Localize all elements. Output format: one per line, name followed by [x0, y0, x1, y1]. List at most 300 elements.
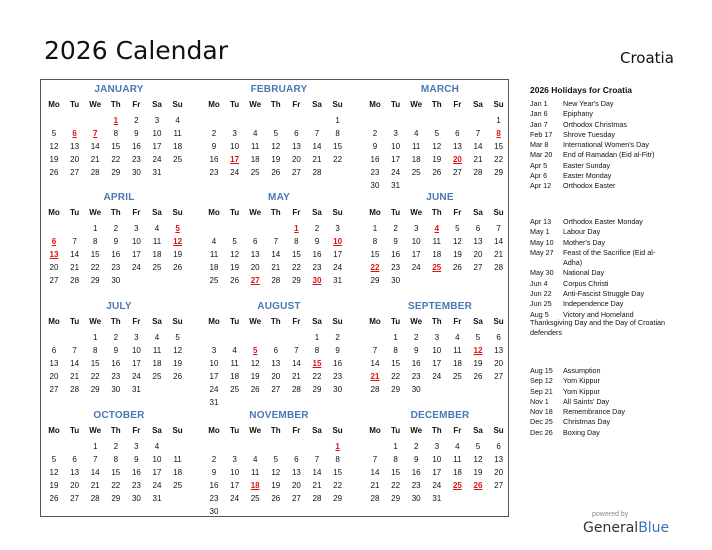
day-cell: 22 [111, 155, 121, 164]
day-cell: 23 [370, 168, 380, 177]
day-cell: 22 [391, 372, 401, 381]
day-cell: 24 [333, 263, 343, 272]
holiday-date: Apr 5 [530, 160, 548, 170]
day-cell: 2 [113, 333, 119, 342]
day-cell: 28 [90, 494, 100, 503]
day-cell: 11 [209, 250, 219, 259]
day-cell: 30 [111, 385, 121, 394]
day-cell: 25 [152, 372, 162, 381]
weekday-header [204, 317, 354, 329]
weekday-label: Fr [453, 100, 462, 109]
weekday-label: Mo [369, 317, 381, 326]
day-cell: 19 [173, 250, 183, 259]
weekday-label: Su [172, 100, 183, 109]
day-cell: 8 [294, 237, 299, 246]
day-cell: 14 [90, 142, 100, 151]
day-cell: 19 [49, 155, 59, 164]
holiday-date: May 10 [530, 237, 554, 247]
day-cell: 21 [312, 481, 322, 490]
day-cell: 3 [134, 442, 139, 451]
weekday-label: Su [332, 208, 343, 217]
holiday-day-cell: 8 [496, 129, 501, 138]
day-cell: 27 [49, 385, 59, 394]
day-cell: 16 [111, 359, 121, 368]
day-cell: 15 [291, 250, 301, 259]
day-cell: 1 [314, 333, 320, 342]
holiday-date: May 27 [530, 247, 554, 257]
day-cell: 3 [232, 455, 237, 464]
day-cell: 25 [250, 494, 260, 503]
day-cell: 16 [131, 468, 141, 477]
day-cell: 11 [453, 455, 462, 464]
day-cell: 7 [475, 129, 481, 138]
day-cell: 22 [391, 481, 401, 490]
day-cell: 19 [173, 359, 183, 368]
day-cell: 19 [473, 359, 483, 368]
holiday-name: Christmas Day [563, 417, 611, 427]
day-cell: 26 [432, 168, 442, 177]
day-cell: 23 [312, 263, 322, 272]
day-cell: 14 [70, 359, 80, 368]
day-cell: 9 [113, 346, 119, 355]
day-cell: 8 [113, 129, 119, 138]
weekday-label: Su [493, 208, 504, 217]
weekday-label: We [249, 317, 262, 326]
day-cell: 7 [496, 224, 501, 233]
day-cell: 15 [90, 250, 100, 259]
day-cell: 30 [209, 507, 219, 516]
day-cell: 28 [494, 263, 504, 272]
weekday-label: Sa [473, 426, 483, 435]
weekday-label: Th [270, 426, 281, 435]
day-cell: 20 [70, 481, 80, 490]
holiday-name: Easter Sunday [563, 160, 611, 170]
day-cell: 16 [411, 468, 421, 477]
day-cell: 13 [494, 455, 504, 464]
day-cell: 9 [314, 237, 320, 246]
holiday-name: Orthodox Easter [563, 181, 616, 191]
weekday-label: Tu [230, 100, 240, 109]
day-cell: 30 [411, 494, 421, 503]
holiday-entry [530, 120, 690, 130]
day-cell: 9 [134, 455, 139, 464]
day-cell: 22 [90, 372, 100, 381]
day-cell: 2 [211, 129, 217, 138]
weekday-label: Tu [391, 100, 401, 109]
weekday-label: Th [431, 208, 442, 217]
day-cell: 1 [92, 333, 98, 342]
day-cell: 24 [432, 481, 442, 490]
day-cell: 15 [333, 142, 343, 151]
weekday-label: We [89, 100, 102, 109]
day-cell: 22 [333, 481, 343, 490]
day-cell: 5 [51, 455, 57, 464]
day-cell: 27 [452, 168, 462, 177]
weekday-header [365, 426, 515, 438]
weekday-header [204, 100, 354, 112]
month-name: APRIL [103, 192, 135, 203]
day-cell: 14 [70, 250, 80, 259]
holiday-date: Jan 7 [530, 119, 548, 129]
day-cell: 23 [411, 481, 421, 490]
day-cell: 6 [252, 237, 258, 246]
day-cell: 4 [455, 333, 460, 342]
day-cell: 14 [312, 142, 322, 151]
day-cell: 1 [393, 442, 398, 451]
weekday-label: Tu [230, 426, 240, 435]
weekday-label: We [410, 208, 423, 217]
day-cell: 6 [496, 442, 501, 451]
holiday-name: Remembrance Day [563, 407, 625, 417]
holiday-date: Aug 5 [530, 309, 549, 319]
holiday-entry [530, 407, 690, 417]
holiday-day-cell: 6 [72, 129, 77, 138]
day-cell: 25 [173, 155, 183, 164]
day-cell: 29 [291, 276, 301, 285]
day-cell: 16 [391, 250, 401, 259]
weekday-label: Fr [453, 208, 462, 217]
day-cell: 10 [230, 142, 240, 151]
day-cell: 17 [411, 250, 421, 259]
weekday-label: Mo [369, 100, 381, 109]
day-cell: 14 [370, 468, 380, 477]
day-cell: 6 [475, 224, 481, 233]
holiday-entry [530, 161, 690, 171]
weekday-label: Th [431, 100, 442, 109]
day-cell: 13 [70, 468, 80, 477]
day-cell: 3 [211, 346, 217, 355]
day-cell: 4 [154, 442, 160, 451]
holiday-name: New Year's Day [563, 99, 614, 108]
day-cell: 11 [453, 346, 462, 355]
day-cell: 19 [452, 250, 462, 259]
day-cell: 31 [152, 168, 162, 177]
holiday-wrap-note: Thanksgiving Day and the Day of Croatian defenders [530, 318, 666, 337]
day-cell: 3 [154, 116, 160, 125]
weekday-label: Fr [453, 426, 462, 435]
day-cell: 27 [291, 494, 301, 503]
day-cell: 8 [335, 455, 340, 464]
weekday-label: Sa [312, 317, 322, 326]
weekday-label: Th [270, 317, 281, 326]
day-cell: 15 [370, 250, 380, 259]
day-cell: 9 [413, 346, 419, 355]
holiday-date: Jan 6 [530, 109, 548, 119]
holiday-name: Boxing Day [563, 427, 600, 437]
holiday-day-cell: 18 [250, 481, 260, 490]
holiday-day-cell: 27 [250, 276, 260, 285]
day-cell: 25 [152, 263, 162, 272]
holiday-day-cell: 20 [452, 155, 462, 164]
weekday-label: Fr [132, 317, 141, 326]
holiday-date: Jun 25 [530, 299, 552, 309]
day-cell: 29 [111, 494, 121, 503]
day-cell: 31 [391, 181, 401, 190]
day-cell: 7 [314, 129, 320, 138]
holiday-date: Jun 4 [530, 278, 548, 288]
holiday-day-cell: 12 [173, 237, 183, 246]
weekday-header [365, 100, 515, 112]
day-cell: 22 [312, 372, 322, 381]
holiday-name: Feast of the Sacrifice (Eid al- [563, 247, 656, 257]
month-name: FEBRUARY [250, 84, 308, 95]
holiday-entry [530, 248, 690, 258]
day-cell: 11 [152, 346, 162, 355]
holiday-day-cell: 6 [51, 237, 57, 246]
holiday-day-cell: 25 [432, 263, 442, 272]
holiday-date: Nov 1 [530, 396, 549, 406]
day-cell: 7 [72, 237, 77, 246]
day-cell: 3 [413, 224, 419, 233]
day-cell: 12 [173, 346, 183, 355]
day-cell: 29 [312, 385, 322, 394]
day-cell: 21 [70, 263, 80, 272]
weekday-label: Mo [208, 317, 220, 326]
holiday-name: Independence Day [563, 299, 624, 309]
day-cell: 8 [372, 237, 378, 246]
day-cell: 29 [111, 168, 121, 177]
day-cell: 8 [314, 346, 320, 355]
day-cell: 21 [291, 372, 301, 381]
day-cell: 18 [411, 155, 421, 164]
holiday-entry [530, 109, 690, 119]
day-cell: 23 [131, 481, 141, 490]
holiday-entry [530, 428, 690, 438]
day-cell: 16 [209, 155, 219, 164]
day-cell: 8 [113, 455, 119, 464]
day-cell: 19 [473, 468, 483, 477]
day-cell: 16 [131, 142, 141, 151]
weekday-label: Tu [391, 208, 401, 217]
day-cell: 4 [154, 333, 160, 342]
holiday-date: Dec 25 [530, 417, 553, 427]
weekday-label: Sa [312, 208, 322, 217]
holiday-name: International Women's Day [563, 140, 649, 150]
weekday-label: Fr [453, 317, 462, 326]
generalblue-logo[interactable] [583, 520, 669, 536]
holiday-entry [530, 268, 690, 278]
weekday-label: Th [110, 426, 121, 435]
day-cell: 2 [314, 224, 320, 233]
holiday-date: May 1 [530, 227, 550, 237]
day-cell: 21 [271, 263, 281, 272]
day-cell: 23 [111, 372, 121, 381]
weekday-label: Fr [132, 208, 141, 217]
weekday-label: Mo [48, 100, 60, 109]
day-cell: 18 [209, 263, 219, 272]
holiday-name: National Day [563, 268, 605, 278]
day-cell: 16 [209, 481, 219, 490]
weekday-label: Tu [230, 317, 240, 326]
holiday-date: Jan 1 [530, 99, 548, 108]
day-cell: 18 [152, 250, 162, 259]
day-cell: 27 [271, 385, 281, 394]
weekday-label: Tu [391, 426, 401, 435]
day-cell: 8 [92, 237, 98, 246]
month-name: MARCH [420, 84, 460, 95]
day-cell: 15 [391, 359, 401, 368]
day-cell: 16 [333, 359, 343, 368]
holiday-entry [530, 130, 690, 140]
weekday-label: Mo [208, 426, 220, 435]
day-cell: 28 [473, 168, 483, 177]
day-cell: 21 [90, 481, 100, 490]
day-cell: 14 [291, 359, 301, 368]
day-cell: 14 [312, 468, 322, 477]
weekday-label: We [410, 100, 423, 109]
day-cell: 13 [291, 142, 301, 151]
day-cell: 29 [370, 276, 380, 285]
day-cell: 27 [70, 494, 80, 503]
holiday-entry [530, 181, 690, 191]
weekday-label: We [410, 317, 423, 326]
weekday-label: Tu [230, 208, 240, 217]
holiday-day-cell: 1 [113, 116, 119, 125]
day-cell: 23 [411, 372, 421, 381]
holiday-day-cell: 17 [230, 155, 240, 164]
weekday-label: Tu [391, 317, 401, 326]
day-cell: 27 [70, 168, 80, 177]
month-name: JANUARY [94, 84, 144, 95]
holiday-entry [530, 238, 690, 248]
holiday-date: Sep 21 [530, 386, 553, 396]
holiday-day-cell: 4 [434, 224, 440, 233]
weekday-label: Sa [152, 208, 162, 217]
weekday-label: Su [172, 317, 183, 326]
day-cell: 28 [70, 276, 80, 285]
weekday-label: We [89, 208, 102, 217]
day-cell: 22 [111, 481, 121, 490]
day-cell: 30 [111, 276, 121, 285]
day-cell: 17 [333, 250, 343, 259]
day-cell: 8 [92, 346, 98, 355]
day-cell: 13 [291, 468, 301, 477]
weekday-label: We [249, 100, 262, 109]
weekday-header [44, 317, 194, 329]
day-cell: 7 [294, 346, 299, 355]
weekday-label: Su [172, 426, 183, 435]
day-cell: 6 [294, 129, 299, 138]
day-cell: 17 [230, 481, 240, 490]
holiday-date: Mar 20 [530, 150, 553, 160]
holiday-day-cell: 5 [175, 224, 180, 233]
day-cell: 15 [111, 142, 121, 151]
day-cell: 10 [391, 142, 401, 151]
weekday-label: Su [332, 317, 343, 326]
day-cell: 14 [90, 468, 100, 477]
weekday-label: We [89, 317, 102, 326]
day-cell: 20 [49, 372, 59, 381]
day-cell: 12 [250, 359, 260, 368]
day-cell: 2 [393, 224, 398, 233]
holiday-day-cell: 22 [370, 263, 380, 272]
day-cell: 3 [335, 224, 340, 233]
day-cell: 4 [252, 455, 258, 464]
holiday-entry [530, 140, 690, 150]
holiday-day-cell: 21 [370, 372, 380, 381]
day-cell: 13 [473, 237, 483, 246]
weekday-label: We [249, 208, 262, 217]
day-cell: 18 [432, 250, 442, 259]
day-cell: 12 [452, 237, 462, 246]
holiday-name: Epiphany [563, 109, 593, 119]
day-cell: 26 [473, 372, 483, 381]
day-cell: 13 [70, 142, 80, 151]
day-cell: 12 [49, 468, 59, 477]
weekday-label: Sa [152, 100, 162, 109]
day-cell: 12 [473, 455, 483, 464]
day-cell: 4 [252, 129, 258, 138]
day-cell: 14 [370, 359, 380, 368]
holiday-day-cell: 10 [333, 237, 343, 246]
day-cell: 17 [432, 359, 442, 368]
day-cell: 19 [250, 372, 260, 381]
holiday-name: Yom Kippur [563, 386, 600, 396]
country-label: Croatia [620, 49, 674, 67]
day-cell: 10 [432, 346, 442, 355]
day-cell: 11 [152, 237, 162, 246]
powered-by-label: powered by [592, 511, 629, 518]
holiday-date: Dec 26 [530, 427, 553, 437]
holiday-date: Aug 15 [530, 366, 553, 375]
weekday-label: Mo [208, 208, 220, 217]
day-cell: 18 [452, 359, 462, 368]
weekday-label: Tu [70, 100, 80, 109]
day-cell: 10 [131, 346, 141, 355]
day-cell: 30 [370, 181, 380, 190]
day-cell: 5 [475, 333, 481, 342]
holiday-name: Easter Monday [563, 171, 612, 181]
day-cell: 31 [209, 398, 219, 407]
day-cell: 25 [230, 385, 240, 394]
day-cell: 3 [134, 224, 139, 233]
day-cell: 19 [271, 155, 281, 164]
day-cell: 6 [455, 129, 460, 138]
day-cell: 29 [391, 494, 401, 503]
day-cell: 17 [209, 372, 219, 381]
day-cell: 15 [90, 359, 100, 368]
day-cell: 3 [134, 333, 139, 342]
day-cell: 22 [90, 263, 100, 272]
day-cell: 5 [175, 333, 180, 342]
weekday-label: Mo [369, 426, 381, 435]
day-cell: 21 [370, 481, 380, 490]
weekday-label: Su [172, 208, 183, 217]
day-cell: 21 [312, 155, 322, 164]
weekday-label: Sa [312, 426, 322, 435]
day-cell: 20 [49, 263, 59, 272]
day-cell: 15 [333, 468, 343, 477]
day-cell: 27 [494, 481, 504, 490]
month-name: OCTOBER [93, 410, 145, 421]
weekday-label: Th [270, 100, 281, 109]
day-cell: 23 [209, 494, 219, 503]
day-cell: 5 [273, 455, 279, 464]
day-cell: 6 [294, 455, 299, 464]
day-cell: 13 [452, 142, 462, 151]
day-cell: 2 [113, 442, 119, 451]
weekday-label: Su [493, 426, 504, 435]
holiday-entry [530, 387, 690, 397]
day-cell: 11 [173, 129, 182, 138]
weekday-header [365, 317, 515, 329]
month-name: JULY [106, 301, 132, 312]
day-cell: 25 [411, 168, 421, 177]
day-cell: 24 [432, 372, 442, 381]
day-cell: 8 [335, 129, 340, 138]
day-cell: 9 [372, 142, 378, 151]
holiday-entry [530, 366, 690, 376]
